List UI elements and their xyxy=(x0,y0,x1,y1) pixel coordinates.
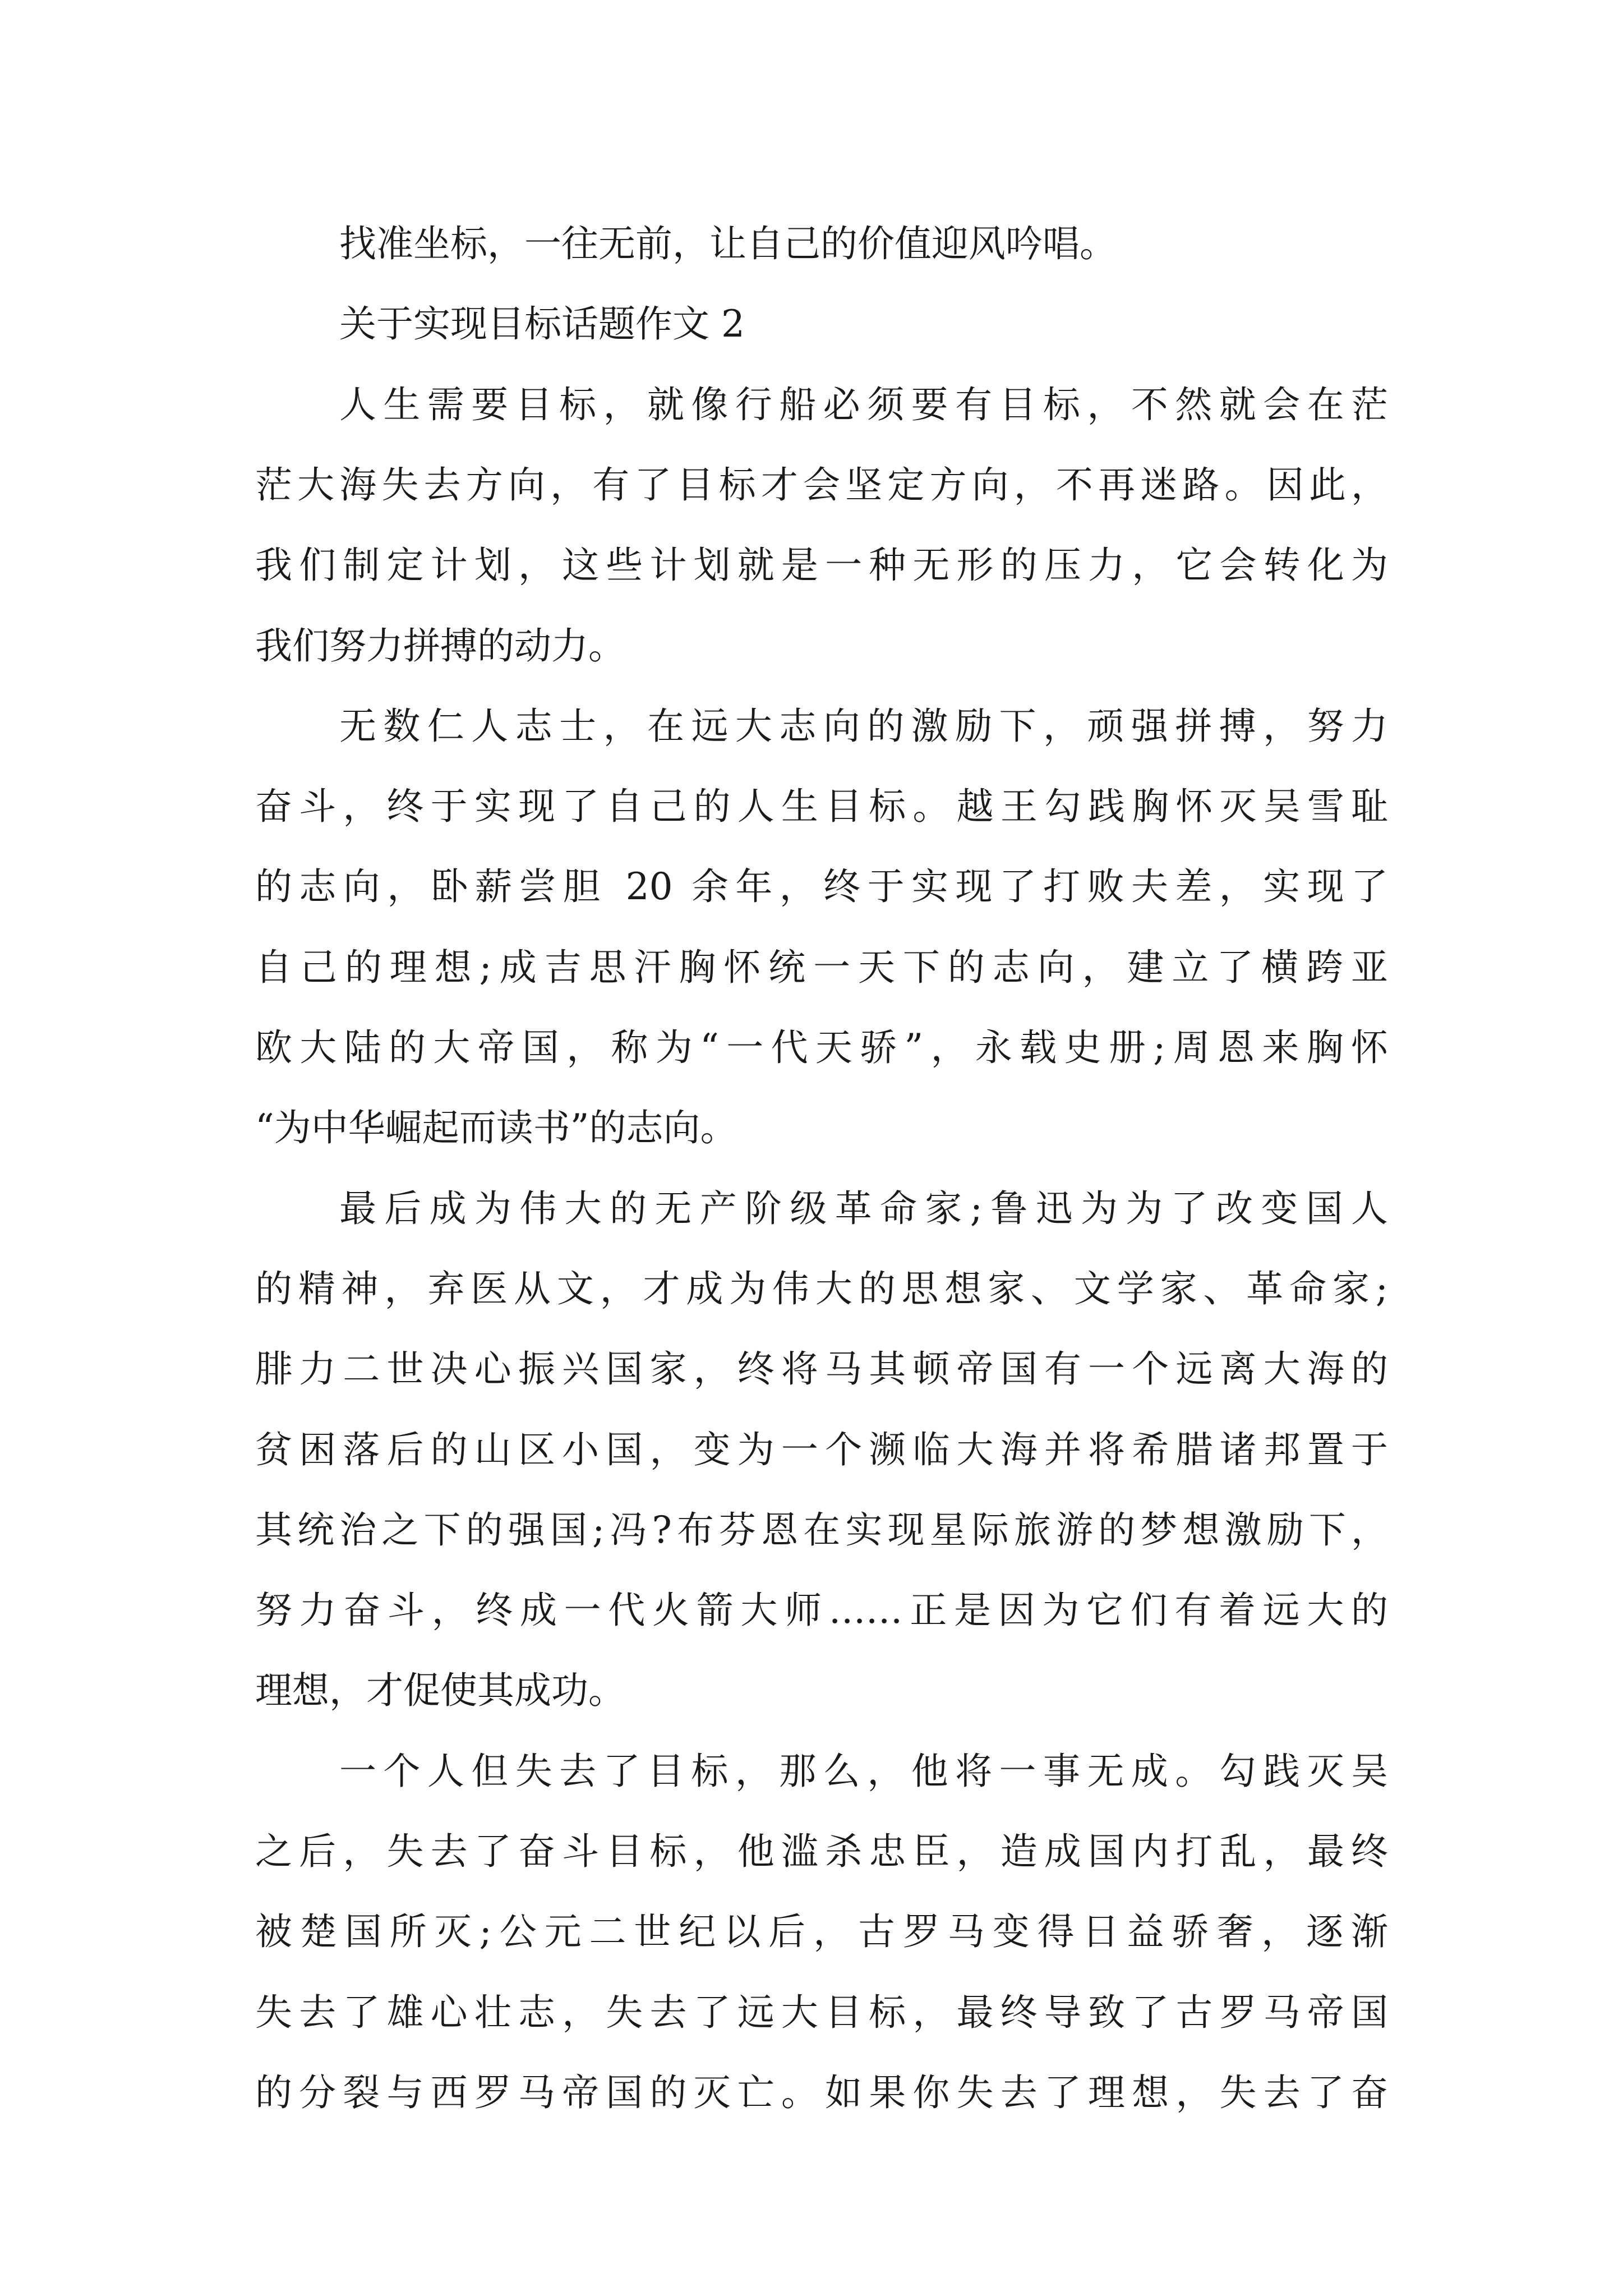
paragraph-line: 努力奋斗，终成一代火箭大师……正是因为它们有着远大的 xyxy=(255,1589,1388,1632)
paragraph-first-line: 关于实现目标话题作文 2 xyxy=(339,302,745,346)
paragraph-line: 理想，才促使其成功。 xyxy=(255,1669,625,1712)
paragraph-line: 茫大海失去方向，有了目标才会坚定方向，不再迷路。因此， xyxy=(255,463,1388,507)
paragraph-line: 之后，失去了奋斗目标，他滥杀忠臣，造成国内打乱，最终 xyxy=(255,1830,1388,1873)
paragraph-first-line: 人生需要目标，就像行船必须要有目标，不然就会在茫 xyxy=(339,383,1388,426)
paragraph-line: 被楚国所灭;公元二世纪以后，古罗马变得日益骄奢，逐渐 xyxy=(255,1910,1388,1953)
paragraph-line: 我们制定计划，这些计划就是一种无形的压力，它会转化为 xyxy=(255,544,1388,587)
paragraph-first-line: 无数仁人志士，在远大志向的激励下，顽强拼搏，努力 xyxy=(339,705,1388,748)
paragraph-line: 腓力二世决心振兴国家，终将马其顿帝国有一个远离大海的 xyxy=(255,1347,1388,1391)
paragraph-first-line: 最后成为伟大的无产阶级革命家;鲁迅为为了改变国人 xyxy=(339,1187,1388,1230)
paragraph-line: 的志向，卧薪尝胆 20 余年，终于实现了打败夫差，实现了 xyxy=(255,865,1388,908)
paragraph-line: 我们努力拼搏的动力。 xyxy=(255,624,625,668)
paragraph-first-line: 找准坐标，一往无前，让自己的价值迎风吟唱。 xyxy=(339,222,1117,265)
paragraph-line: “为中华崛起而读书”的志向。 xyxy=(255,1106,737,1149)
paragraph-line: 的精神，弃医从文，才成为伟大的思想家、文学家、革命家; xyxy=(255,1267,1388,1310)
paragraph-line: 其统治之下的强国;冯?布芬恩在实现星际旅游的梦想激励下， xyxy=(255,1508,1388,1552)
paragraph-first-line: 一个人但失去了目标，那么，他将一事无成。勾践灭吴 xyxy=(339,1750,1388,1793)
paragraph-line: 自己的理想;成吉思汗胸怀统一天下的志向，建立了横跨亚 xyxy=(255,946,1388,989)
paragraph-line: 奋斗，终于实现了自己的人生目标。越王勾践胸怀灭吴雪耻 xyxy=(255,785,1388,828)
paragraph-line: 失去了雄心壮志，失去了远大目标，最终导致了古罗马帝国 xyxy=(255,1991,1388,2034)
paragraph-line: 欧大陆的大帝国，称为“一代天骄”，永载史册;周恩来胸怀 xyxy=(255,1026,1388,1069)
paragraph-line: 的分裂与西罗马帝国的灭亡。如果你失去了理想，失去了奋 xyxy=(255,2071,1388,2114)
paragraph-line: 贫困落后的山区小国，变为一个濒临大海并将希腊诸邦置于 xyxy=(255,1428,1388,1471)
